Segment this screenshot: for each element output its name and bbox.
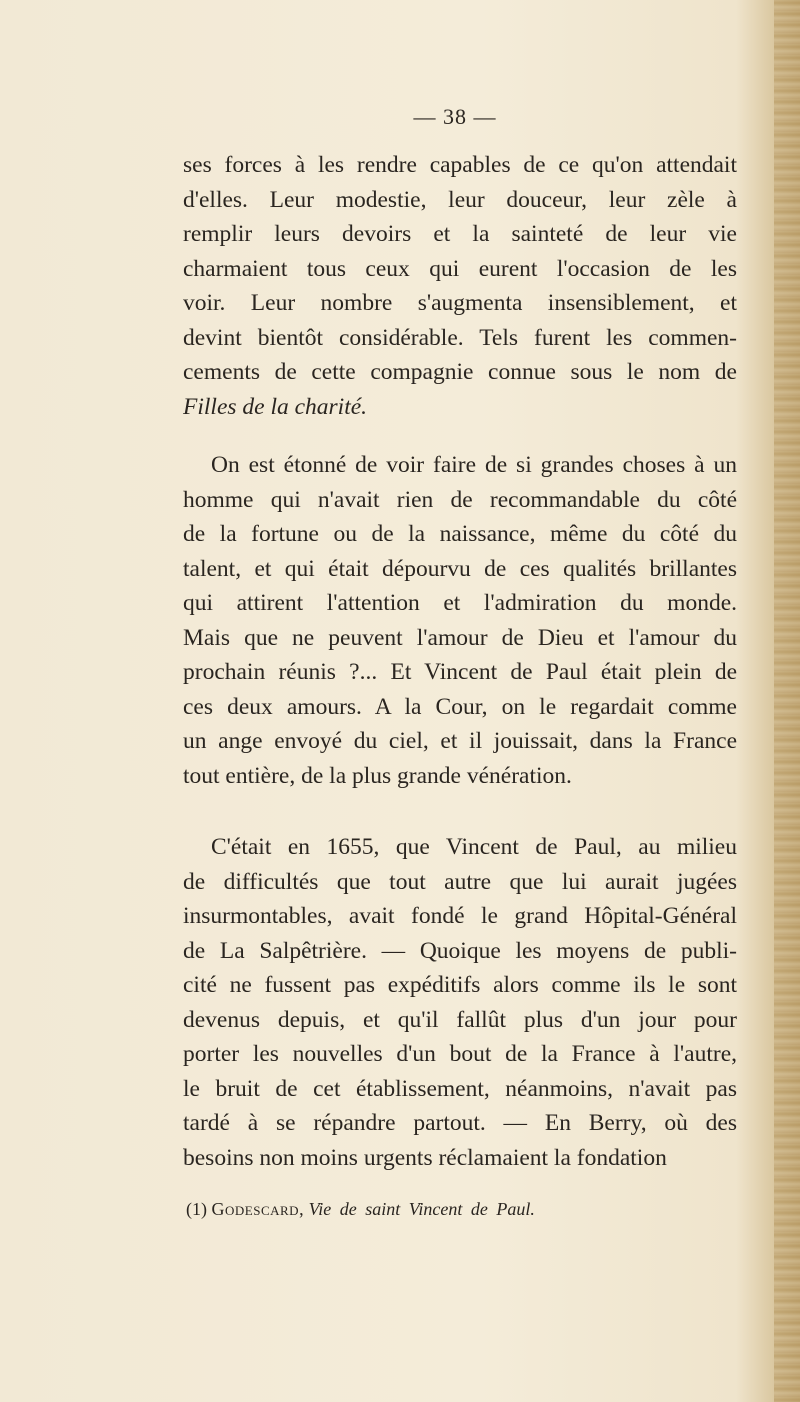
text-line: C'était en 1655, que Vincent de Paul, au milieu [211,834,737,860]
text-line: ses forces à les rendre capables de ce qu'on attendait [183,152,737,178]
text-line: tout entière, de la plus grande vénération. [183,762,572,789]
footnote-marker: (1) [186,1199,207,1219]
text-line: cité ne fussent pas expéditifs alors comme ils le sont [183,972,737,998]
footnote [186,1196,535,1222]
paragraph-3 [183,830,737,1175]
text-line: porter les nouvelles d'un bout de la France à l'autre, [183,1041,737,1067]
paragraph-1 [183,148,737,424]
text-line: devint bientôt considérable. Tels furent les commen- [183,324,737,351]
text-line: cements de cette compagnie connue sous le nom de [183,359,737,385]
text-line: ces deux amours. A la Cour, on le regardait comme [183,693,737,720]
footnote-author: Godescard, [211,1199,305,1219]
text-line: insurmontables, avait fondé le grand Hôpital-Général [183,903,737,929]
text-line: On est étonné de voir faire de si grandes choses à un [211,452,737,478]
text-line: devenus depuis, et qu'il fallût plus d'un jour pour [183,1006,737,1033]
text-line: d'elles. Leur modestie, leur douceur, leur zèle à [183,186,737,213]
text-line: de la fortune ou de la naissance, même du côté du [183,521,737,547]
text-line: qui attirent l'attention et l'admiration du monde. [183,590,737,616]
text-line: homme qui n'avait rien de recommandable du côté [183,486,737,513]
text-line: prochain réunis ?... Et Vincent de Paul était plein de [183,659,737,685]
paragraph-2 [183,448,737,793]
text-line: de difficultés que tout autre que lui aurait jugées [183,868,737,895]
text-line: Mais que ne peuvent l'amour de Dieu et l'amour du [183,624,737,651]
text-line: Filles de la charité. [183,393,368,420]
text-line: voir. Leur nombre s'augmenta insensiblement, et [183,290,737,316]
text-line: de La Salpêtrière. — Quoique les moyens de publi- [183,937,737,964]
page-number: — 38 — [413,104,497,129]
text-line: le bruit de cet établissement, néanmoins, n'avait pas [183,1075,737,1102]
text-line: un ange envoyé du ciel, et il jouissait, dans la France [183,728,737,754]
text-line: talent, et qui était dépourvu de ces qualités brillantes [183,555,737,582]
text-line: tardé à se répandre partout. — En Berry, où des [183,1110,737,1136]
page-edge [774,0,800,1402]
text-line: charmaient tous ceux qui eurent l'occasion de les [183,255,737,282]
footnote-title: Vie de saint Vincent de Paul. [308,1199,535,1219]
text-line: besoins non moins urgents réclamaient la fondation [183,1144,667,1171]
text-line: remplir leurs devoirs et la sainteté de leur vie [183,221,737,247]
